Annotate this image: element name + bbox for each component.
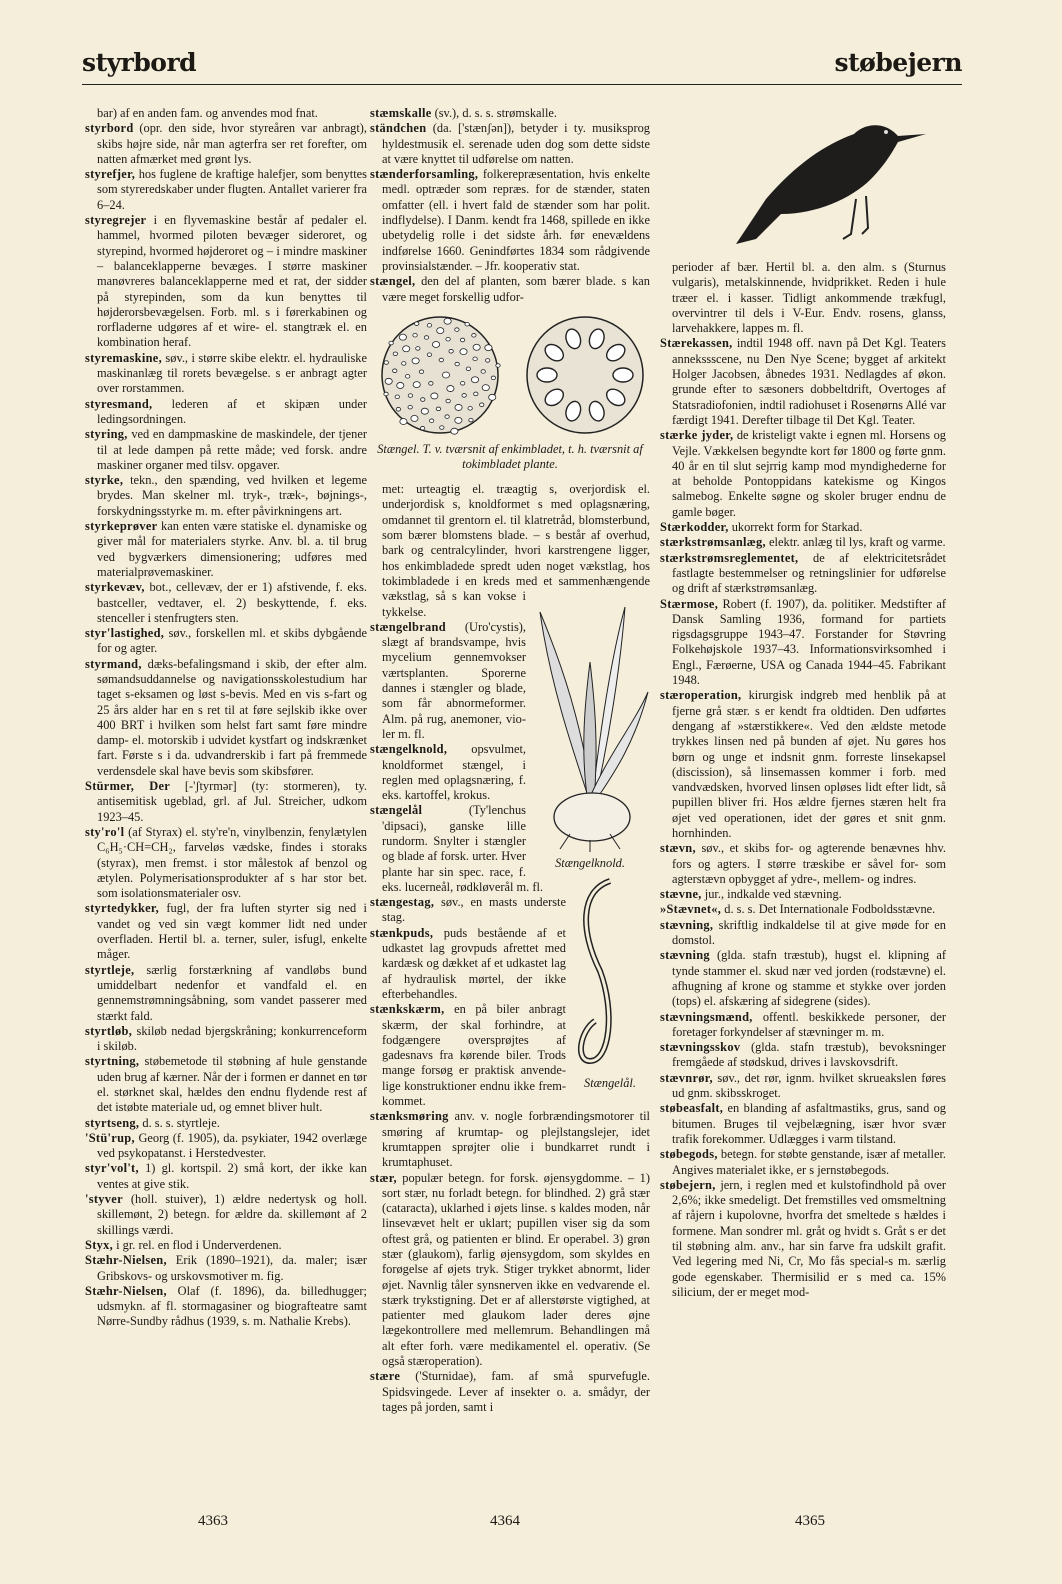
entry-headword: stænkpuds, (370, 925, 434, 940)
entry-headword: stære (370, 1369, 401, 1384)
entry-headword: Stæhr-Nielsen, (85, 1283, 167, 1298)
dictionary-entry (85, 1284, 367, 1330)
entry-headword: styrtning, (85, 1054, 140, 1069)
entry-text: støbemetode til støbning af hule genstande uden brug af kærner. Når der i formen er dannet en tør el. størknet skal, hældes den endnu flydende rest af det istøbte materiale ud, og emnet bliver hult. (97, 1054, 367, 1115)
column-1 (85, 106, 367, 1330)
dictionary-entry (660, 428, 946, 520)
stem-cross-section-dicot (527, 317, 643, 433)
dictionary-entry (370, 167, 650, 274)
dictionary-entry (660, 918, 946, 949)
entry-text: Robert (f. 1907), da. politiker. Medstifter af Dansk Samling 1936, formand for partiets rigsdagsgruppe 1943–47. Forstander for Støvring Folkehøjskole 1937–43. Informationsvirksomhed i Engl., Færøerne, USA og Canada 1944–45. Fabrikant 1948. (672, 596, 946, 688)
entry-headword: sty'ro'l (85, 824, 125, 839)
entry-text: Olaf (f. 1896), da. billedhugger; udsmykn. af fl. stormagasiner og biografteatre samt Nørre-Sundby rådhus (1939, s. m. Nathalie Krebs). (97, 1283, 367, 1329)
dictionary-entry (85, 167, 367, 213)
entry-headword: stævningsskov (660, 1040, 741, 1055)
entry-text: søv., en masts underste stag. (382, 895, 566, 925)
entry-headword: Stærmose, (660, 596, 719, 611)
entry-text: (da. ['stænʃən]), betyder i ty. musiksprog hyldestmusik el. serenade uden dog som dette sidste at være knyttet til udførelse om natten. (382, 121, 650, 166)
entry-headword: stængelknold, (370, 742, 448, 757)
entry-text: anv. v. nogle forbrændingsmotorer til smøring af krumtap- og plejlstangslejer, idet krumtappen sprøjter olie i bundkarret rundt i krumtaphuset. (382, 1109, 650, 1170)
entry-headword: Stærkodder, (660, 520, 729, 535)
column-2 (370, 106, 650, 1415)
figure-caption: Stængel. T. v. tværsnit af enkimbladet, t. h. tværsnit af tokimbladet plante. (377, 442, 643, 472)
dictionary-entry (660, 597, 946, 689)
entry-text: offentl. beskikkede personer, der foretager forkyndelser af stævninger m. m. (672, 1009, 946, 1039)
dictionary-entry (370, 121, 650, 167)
dictionary-entry (85, 1238, 367, 1253)
entry-continuation (85, 106, 367, 121)
dictionary-entry (660, 551, 946, 597)
entry-text: elektr. anlæg til lys, kraft og varme. (765, 535, 946, 550)
entry-text: (holl. stuiver), 1) ældre nedertysk og holl. skillemønt, 2) betegn. for ældre da. skillemønt af 2 skillings værdi. (97, 1192, 367, 1237)
entry-headword: støbejern, (660, 1177, 716, 1192)
entry-text: folkerepræsentation, hvis enkelte medl. optræder som repræs. for de stænder, staten omfatter (ell. i hvert fald de stænder som har polit. indflydelse). I Danm. kendt fra 1468, spillede en ikke ubetydelig rolle i det sidste årh. før enevældens indførelse 1660. Genindførtes 1834 som rådgivende provinsialstænder. – Jfr. kooperativ stat. (382, 167, 650, 273)
entry-text: dæks-befalingsmand i skib, der efter alm. sømandsuddannelse og navigationsskolestudium har taget s-eksamen og løst s-bevis. Med en vis s-fart og 25 års alder har en s ret til at føre sejlskib ikke over 400 BRT i hvilken som helst fart samt føre mindre damp- el. motorskib i udvidet kystfart og indskrænket fart. Første s i da. udvandrerskib i fart på fremmede verdensdele skal have bevis som skibsfører. (97, 656, 367, 778)
entry-headword: styresmand, (85, 396, 153, 411)
dictionary-entry (660, 1147, 946, 1178)
entry-headword: stævningsmænd, (660, 1009, 753, 1024)
dictionary-entry (370, 106, 650, 121)
entry-headword: styr'vol't, (85, 1161, 139, 1176)
dictionary-entry (85, 1116, 367, 1131)
entry-headword: styrke, (85, 473, 124, 488)
dictionary-entry (660, 887, 946, 902)
running-head-left: styrbord (82, 48, 197, 77)
entry-text: tekn., den spænding, ved hvilken et legeme brydes. Man skelner ml. tryk-, træk-, bøjnings-, forskydningsstyrke m. m. efter påvirkningens art. (97, 473, 367, 518)
dictionary-entry (85, 351, 367, 397)
entry-text: betegn. for støbte genstande, især af metaller. Angives materialet ikke, er s jernstøbegods. (672, 1147, 946, 1177)
entry-text: jern, i reglen med et kulstofindhold på over 2,6%; ikke smedeligt. Det fremstilles ved omsmeltning af råjern i kupolovne, hvorfra det smeltede s hældes i formene. Man sondrer ml. gråt og hvidt s. Gråt s er det til støbning alm. anv., har sin farve fra udskilt grafit. Ved legering med Ni, Cr, Mo fås special-s m. særlig gode egenskaber. Thermisilid er s med ca. 15% silicium, der er meget mod- (672, 1177, 946, 1299)
entry-headword: ständchen (370, 121, 427, 136)
entry-headword: stængelål (370, 803, 423, 818)
dictionary-entry (660, 1071, 946, 1102)
entry-text: Georg (f. 1905), da. psykiater, 1942 overlæge ved psykopatanst. i Herstedvester. (97, 1130, 367, 1161)
entry-text: (opr. den side, hvor styreåren var anbragt), skibs højre side, når man agterfra ser ret forefter, om natten afmærket med grønt lys. (97, 121, 367, 166)
entry-text: [-'ʃtyrmər] (ty: stormeren), ty. antisemitisk ugeblad, grl. af Jul. Streicher, udkom 1923–45. (97, 779, 367, 824)
dictionary-entry (85, 473, 367, 519)
dictionary-entry (85, 427, 367, 473)
dictionary-entry (370, 1109, 650, 1170)
entry-text: søv., det rør, ignm. hvilket skrueakslen føres ud gnm. skibsskroget. (672, 1070, 946, 1101)
entry-headword: stænksmøring (370, 1109, 449, 1124)
entry-headword: støbeasfalt, (660, 1101, 724, 1116)
dictionary-entry (85, 779, 367, 825)
entry-headword: »Stævnet«, (660, 902, 722, 917)
figure-caption: Stængelknold. (555, 856, 625, 871)
entry-headword: stærkstrømsreglementet, (660, 550, 799, 565)
entry-headword: stængel, (370, 274, 416, 289)
entry-text: jur., indkalde ved stævning. (701, 887, 842, 902)
running-head-right: støbejern (834, 48, 962, 77)
entry-headword: 'Stü'rup, (85, 1130, 135, 1145)
entry-text: i gr. rel. en flod i Underverdenen. (113, 1237, 282, 1252)
entry-text: d. s. s. styrtleje. (139, 1115, 220, 1130)
dictionary-entry (660, 520, 946, 535)
entry-headword: styrefjer, (85, 167, 136, 182)
entry-text: i en flyvemaskine består af pedaler el. hammel, hvormed piloten bevæger sideroret, og styrepind, hvormed højderoret og – i mindre maskiner – balanceklapperne bevæges. I større maskiner manøvreres balanceklapperne med et rat, der sidder på styrepinden, som da kun benyttes til højderorsbevægelsen. Forb. ml. s i førerkabinen og rorfladerne udgøres af et wire- el. stangtræk el. en kombination heraf. (97, 213, 367, 350)
entry-text: (glda. stafn træstub), hugst el. klipning af tynde stammer el. skud nær ved jorden (rodstævne) el. afhugning af krone og stamme et stykke over jorden (tops) el. afskæring af sidegrene (sides). (672, 948, 946, 1009)
entry-headword: styrmand, (85, 656, 142, 671)
dictionary-entry (85, 901, 367, 962)
dictionary-entry (660, 1178, 946, 1300)
entry-text: kirurgisk indgreb med henblik på at fjerne grå stær. s er kendt fra oldtiden. Den udførtes dengang af »stærstikkere«. Ved den ældste metode trykkes linsen ned på bunden af øjet. Nu gøres hos børn og unge et indsnit gnm. forreste linsekapsel (discission), så linsemassen kommer i forb. med vandvædsken, hvorved linsen opløses lidt efter lidt, så pupillen bliver fri. Hos ældre fjernes stæren helt fra øjet ved operationen, idet der gøres et snit gnm. hornhinden. (672, 688, 946, 840)
entry-text: søv., et skibs for- og agterende benævnes hhv. fors og agters. I større træskibe er såvel for- som agterstævn opbygget af ydre-, mellem- og indres. (672, 841, 946, 886)
entry-headword: stængestag, (370, 895, 435, 910)
dictionary-entry (85, 213, 367, 351)
stem-cross-section-monocot (382, 317, 500, 434)
entry-text: perioder af bær. Hertil bl. a. den alm. s (Sturnus vulgaris), metalskinnende, hvidprikket. Reden i hule træer el. i kasser. Tidligt ankommende trækfugl, overvintrer til dels i V-Eur. Endv. rosens, glanss, larvehakkere, lappes m. fl. (672, 260, 946, 336)
dictionary-entry (370, 1369, 650, 1415)
entry-headword: stæroperation, (660, 688, 742, 703)
entry-text: skriftlig indkaldelse til at give møde for en domstol. (672, 917, 946, 948)
entry-text: (glda. stafn træstub), bevoksninger fremgåede af stødskud, drives i lavskovsdrift. (672, 1040, 946, 1070)
entry-text: met: urteagtig el. træagtig s, overjordisk el. underjordisk s, knoldformet s med oplagsnæring, omdannet til grentorn el. til klatretråd, blomsterbund, som bærer blomstens blade. – s består af overhud, bark og centralcylinder, hvori karstrengene ligger, hos enkimbladede spredt uden noget vækstlag, hos tokimbladede i en kreds med et sammenhængende vækstlag, så s kan vokse i tykkelse. (382, 482, 650, 619)
entry-headword: stær, (370, 1170, 397, 1185)
stem-cross-section-figure (370, 313, 650, 442)
dictionary-entry (660, 535, 946, 550)
entry-text: indtil 1948 off. navn på Det Kgl. Teaters annekssscene, nu Den Nye Scene; bygget af arkitekt Holger Jacobsen, åbnedes 1931. Nedlagdes af økon. grunde efter to sæsoners dobbeltdrift, Overtoges af Statsradiofonien, indtil radiohuset i Rosenørns Allé var færdigt 1941. Derefter tilbage til Det Kgl. Teater. (672, 336, 946, 427)
dictionary-entry (85, 580, 367, 626)
entry-headword: stævn, (660, 841, 696, 856)
dictionary-entry (85, 519, 367, 580)
entry-text: de af elektricitetsrådet fastlagte bestemmelser og retningslinier for udførelse og drift af stærkstrømsanlæg. (672, 550, 946, 596)
entry-text: opsvulmet, knoldformet stængel, i reglen med oplagsnæring, f. eks. kartoffel, krokus. (382, 742, 526, 803)
entry-text: de kristeligt vakte i egnen ml. Horsens og Vejle. Vækkelsen begyndte kort før 1800 og førte gnm. 40 år en til slut sejrrig kamp mod myndighederne for at beholde Pontoppidans katekisme og Kingos salmebog. Enkelte søgne og skoler bruger endnu de gamle bøger. (672, 428, 946, 519)
starling-illustration (660, 104, 946, 256)
dictionary-entry (85, 397, 367, 428)
entry-text: bar) af en anden fam. og anvendes mod fnat. (97, 106, 318, 120)
dictionary-entry (85, 1024, 367, 1055)
entry-headword: stærke jyder, (660, 428, 734, 443)
entry-text: Erik (1890–1921), da. maler; især Gribskovs- og urskovsmotiver m. fig. (97, 1253, 367, 1283)
entry-text: populær betegn. for forsk. øjensygdomme. – 1) sort stær, nu forladt betegn. for blindhed. 2) grå stær (cataracta), uklarhed i øjets linse. s kaldes moden, når linsevævet helt er uklart; pupillen viser sig da som oftest grå, og patienten er blind. Er operabel. 3) grøn stær (glaukom), farlig øjensygdom, som skyldes en forøgelse af øjets tryk. Stiger trykket abnormt, lider øjet. Navnlig tåler synsnerven ikke en vedvarende el. stærk trykstigning. Det er af allerstørste vigtighed, at patienter med glaukom lader deres øjne lægekontrollere med mellemrum. Behandlingen må alt efter forh. være medikamentel el. operativ. (Se også stæroperation). (382, 1170, 650, 1369)
dictionary-entry (85, 825, 367, 901)
entry-text: ('Sturnidae), fam. af små spurvefugle. Spidsvingede. Lever af insekter o. a. smådyr, der tages på jorden, samt i (382, 1369, 650, 1414)
entry-text: søv., i større skibe elektr. el. hydrauliske maskinanlæg til rorets bevægelse. s er anbragt agter over rorstammen. (97, 350, 367, 396)
entry-headword: stævning (660, 948, 710, 963)
entry-text: den del af planten, som bærer blade. s kan være meget forskellig udfor- (382, 274, 650, 304)
entry-headword: styrkevæv, (85, 580, 145, 595)
entry-headword: styrbord (85, 121, 134, 136)
entry-headword: stævne, (660, 887, 702, 902)
dictionary-entry (660, 336, 946, 428)
figure-caption: Stængelål. (584, 1075, 636, 1090)
dictionary-entry (85, 657, 367, 779)
page-number: 4363 (198, 1513, 228, 1529)
entry-headword: stænderforsamling, (370, 167, 479, 182)
dictionary-entry (85, 626, 367, 657)
entry-headword: stæmskalle (370, 106, 432, 120)
dictionary-entry (85, 963, 367, 1024)
page-number: 4365 (795, 1513, 825, 1529)
page-number: 4364 (490, 1513, 520, 1529)
entry-text: bot., cellevæv, der er 1) afstivende, f. eks. bastceller, vedtaver, el. 2) beskyttende, f. eks. stenceller i stenfrugters sten. (97, 580, 367, 625)
entry-headword: styrtedykker, (85, 901, 159, 916)
dictionary-entry (660, 948, 946, 1009)
dictionary-entry (660, 1010, 946, 1041)
entry-headword: stænkskærm, (370, 1002, 445, 1017)
dictionary-entry (660, 1101, 946, 1147)
entry-headword: Stürmer, Der (85, 779, 171, 794)
entry-text: særlig forstærkning af vandløbs bund umiddelbart nedenfor et vandfald el. en gennemstrømningsåbning, som vandet passerer med stærkt fald. (97, 962, 367, 1023)
entry-headword: styrtløb, (85, 1023, 133, 1038)
entry-continuation (660, 260, 946, 336)
entry-text: lederen af et skipæn under ledingsordningen. (97, 396, 367, 426)
entry-headword: Stærekassen, (660, 336, 733, 351)
dictionary-entry (370, 1171, 650, 1370)
entry-headword: stævning, (660, 917, 714, 932)
dictionary-entry (85, 1192, 367, 1238)
entry-headword: styregrejer (85, 213, 147, 228)
dictionary-entry (85, 1131, 367, 1162)
entry-headword: styrkeprøver (85, 519, 158, 534)
entry-text: (Uro'cystis), slægt af brandsvampe, hvis mycelium gennemvokser værtsplanten. Sporerne dannes i stængler og blade, som får abnormeformer. Alm. på rug, anemoner, violer m. fl. (382, 619, 526, 741)
entry-headword: styr'lastighed, (85, 626, 165, 641)
entry-headword: styrtleje, (85, 962, 135, 977)
entry-headword: Styx, (85, 1237, 114, 1252)
entry-text: puds bestående af et udkastet lag grovpuds afrettet med kardæsk og dækket af et udkastet lag af hydraulisk mørtel, der ikke efterbehandles. (382, 925, 566, 1001)
entry-headword: støbegods, (660, 1147, 718, 1162)
dictionary-entry (370, 274, 650, 305)
dictionary-entry (660, 688, 946, 841)
dictionary-entry (85, 1253, 367, 1284)
entry-text: en blanding af asfaltmastiks, grus, sand og bitumen. Bruges til vejbelægning, især hvor svær trafik forekommer. Udlægges i varm tilstand. (672, 1101, 946, 1146)
entry-headword: stævnrør, (660, 1070, 713, 1085)
entry-text: en på biler anbragt skærm, der skal forhindre, at fodgængere oversprøjtes af gadesnavs fra kørende biler. Trods mange forsøg er praktisk anvendelige konstruktioner endnu ikke fremkommet. (382, 1002, 566, 1109)
entry-headword: styremaskine, (85, 350, 162, 365)
dictionary-entry (660, 902, 946, 917)
entry-headword: 'styver (85, 1192, 123, 1207)
dictionary-entry (85, 121, 367, 167)
entry-text: (sv.), d. s. s. strømskalle. (431, 106, 558, 120)
entry-text: søv., forskellen ml. et skibs dybgående for og agter. (97, 626, 367, 656)
entry-text: d. s. s. Det Internationale Fodboldsstævne. (721, 902, 936, 917)
entry-text: ukorrekt form for Starkad. (728, 520, 863, 535)
dictionary-entry (660, 841, 946, 887)
entry-headword: Stæhr-Nielsen, (85, 1253, 167, 1268)
entry-text: kan enten være statiske el. dynamiske og giver mål for materialers styrke. Anv. bl. a. til brug ved bygværkers dimensionering; udføres med materialprøvemaskiner. (97, 519, 367, 579)
header-rule (82, 84, 962, 85)
entry-text: 1) gl. kortspil. 2) små kort, der ikke kan ventes at give stik. (97, 1161, 367, 1191)
dictionary-entry (85, 1054, 367, 1115)
stem-nematode-figure (570, 871, 650, 1090)
column-3 (660, 104, 946, 1300)
dictionary-entry (660, 1040, 946, 1071)
entry-headword: stængelbrand (370, 619, 446, 634)
entry-text: fugl, der fra luften styrter sig ned i vandet og ved sin vægt kommer lidt ned under overfladen. Hertil bl. a. terner, suler, isfugl, enkelte måger. (97, 901, 367, 962)
entry-text: hos fuglene de kraftige halefjer, som benyttes som styreredskaber under flugten. Antallet varierer fra 6–24. (97, 167, 367, 212)
entry-text: skiløb nedad bjergskråning; konkurrenceform i skiløb. (97, 1023, 367, 1054)
entry-headword: styring, (85, 427, 128, 442)
stem-tuber-figure (530, 602, 650, 871)
entry-headword: stærkstrømsanlæg, (660, 535, 766, 550)
entry-text: ved en dampmaskine de maskindele, der tjener til at lede dampen på rette måde; ved forsk. andre maskiner organer med tilsv. opgaver. (97, 427, 367, 472)
entry-text: (af Styrax) el. sty're'n, vinylbenzin, fenylætylen C₆H₅·CH=CH₂, farveløs vædske, findes i storaks (styrax), men fremst. i stor målestok af benzol og ætylen. Polymerisationsprodukter af s har stor bet. som isolationsmaterialer osv. (97, 824, 367, 901)
dictionary-entry (85, 1161, 367, 1192)
entry-headword: styrtseng, (85, 1115, 140, 1130)
entry-text: (Ty'lenchus 'dipsaci), ganske lille rundorm. Snylter i stængler og blade af forsk. urter. Hver plante har sin spec. race, f. eks. lucerneål, rødkløverål m. fl. (382, 803, 544, 894)
